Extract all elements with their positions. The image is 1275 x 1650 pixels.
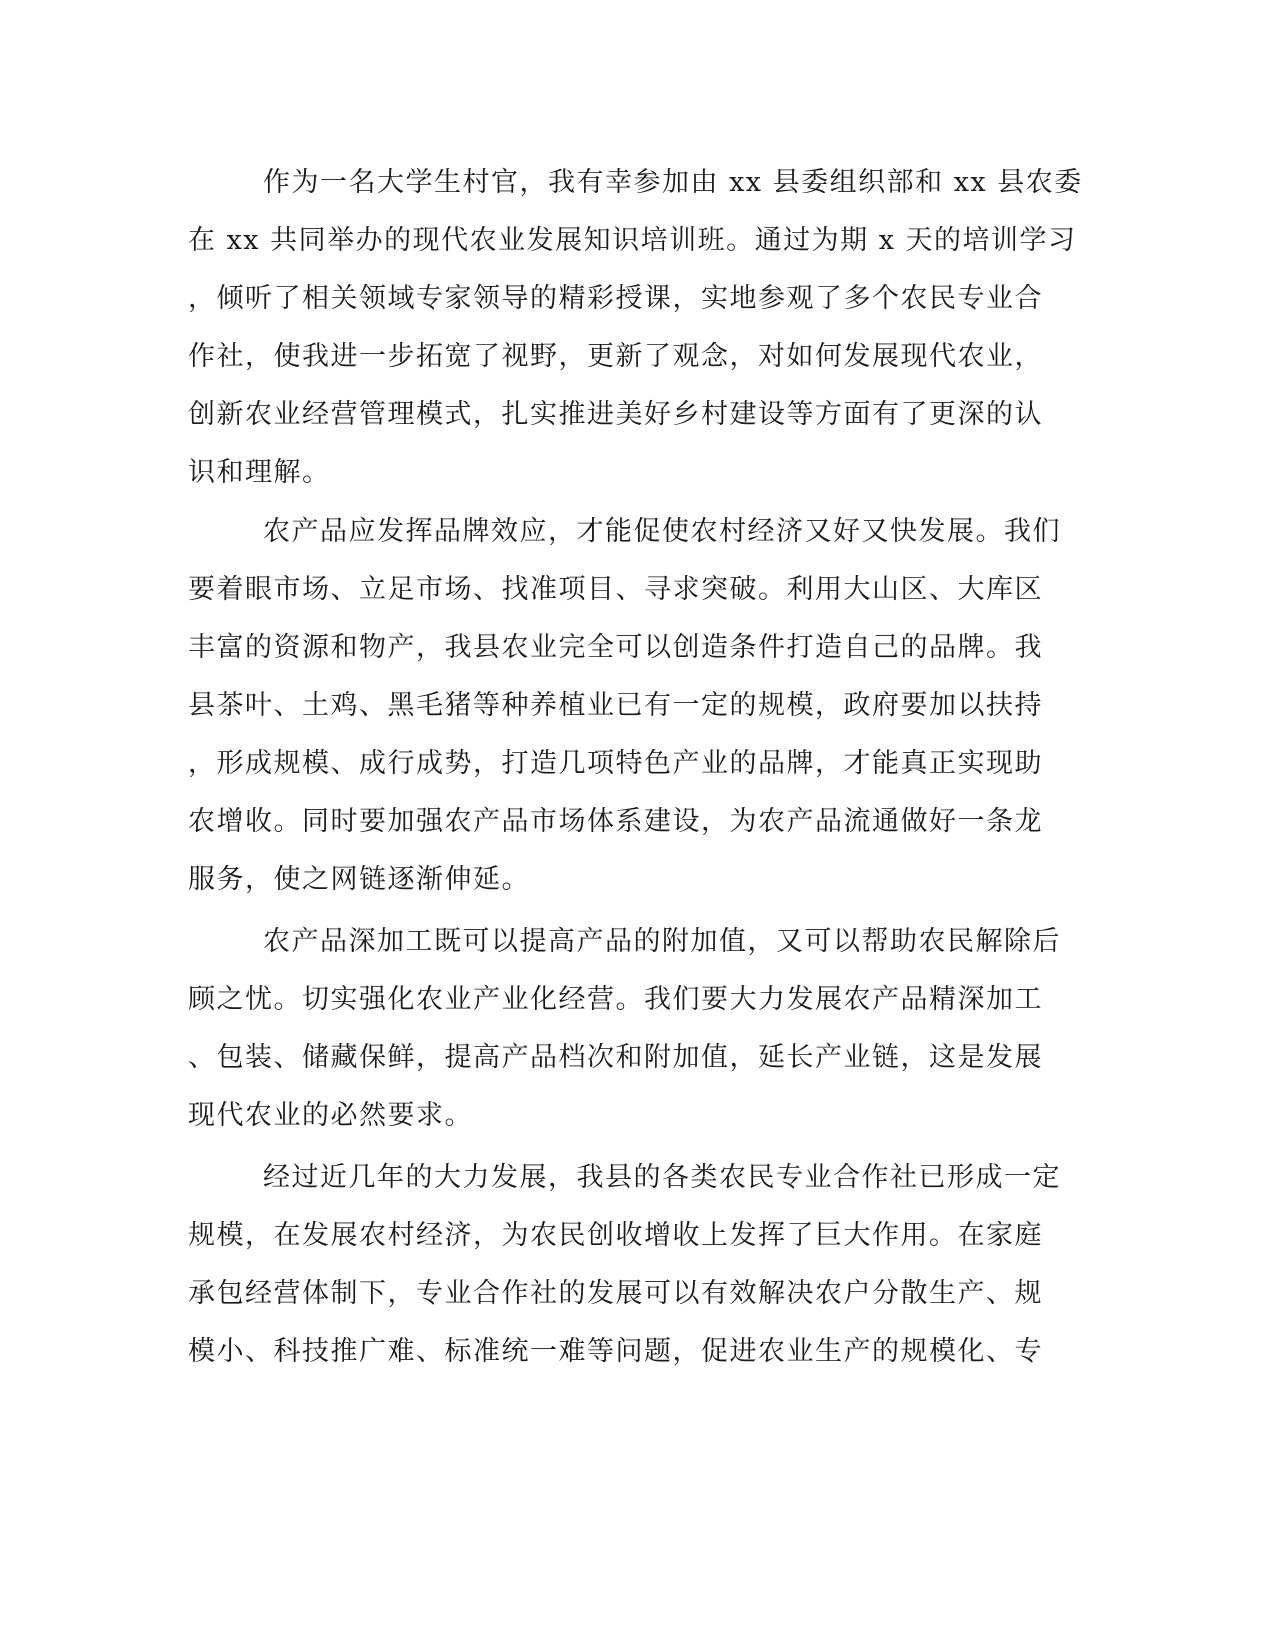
paragraph-3-line-1: 农产品深加工既可以提高产品的附加值，又可以帮助农民解除后 (263, 926, 1061, 957)
paragraph-2-line-1: 农产品应发挥品牌效应，才能促使农村经济又好又快发展。我们 (263, 516, 1061, 547)
paragraph-2-line-7: 服务，使之网链逐渐伸延。 (188, 864, 530, 895)
paragraph-4-line-1: 经过近几年的大力发展，我县的各类农民专业合作社已形成一定 (263, 1162, 1061, 1193)
paragraph-2-line-6: 农增收。同时要加强农产品市场体系建设，为农产品流通做好一条龙 (188, 806, 1043, 837)
paragraph-1-line-1: 作为一名大学生村官，我有幸参加由 xx 县委组织部和 xx 县农委 (263, 167, 1083, 198)
paragraph-1-line-2: 在 xx 共同举办的现代农业发展知识培训班。通过为期 x 天的培训学习 (188, 225, 1077, 256)
paragraph-2-line-2: 要着眼市场、立足市场、找准项目、寻求突破。利用大山区、大库区 (188, 574, 1043, 605)
paragraph-4-line-2: 规模，在发展农村经济，为农民创收增收上发挥了巨大作用。在家庭 (188, 1220, 1043, 1251)
paragraph-1-line-5: 创新农业经营管理模式，扎实推进美好乡村建设等方面有了更深的认 (188, 399, 1043, 430)
paragraph-3-line-3: 、包装、储藏保鲜，提高产品档次和附加值，延长产业链，这是发展 (188, 1042, 1043, 1073)
paragraph-3-line-2: 顾之忧。切实强化农业产业化经营。我们要大力发展农产品精深加工 (188, 984, 1043, 1015)
paragraph-1-line-3: ，倾听了相关领域专家领导的精彩授课，实地参观了多个农民专业合 (188, 283, 1043, 314)
paragraph-2-line-4: 县茶叶、土鸡、黑毛猪等种养植业已有一定的规模，政府要加以扶持 (188, 690, 1043, 721)
paragraph-2-line-5: ，形成规模、成行成势，打造几项特色产业的品牌，才能真正实现助 (188, 748, 1043, 779)
paragraph-4-line-3: 承包经营体制下，专业合作社的发展可以有效解决农户分散生产、规 (188, 1278, 1043, 1309)
paragraph-3-line-4: 现代农业的必然要求。 (188, 1100, 473, 1131)
paragraph-1-line-4: 作社，使我进一步拓宽了视野，更新了观念，对如何发展现代农业， (188, 341, 1043, 372)
paragraph-4-line-4: 模小、科技推广难、标准统一难等问题，促进农业生产的规模化、专 (188, 1336, 1043, 1367)
paragraph-2-line-3: 丰富的资源和物产，我县农业完全可以创造条件打造自己的品牌。我 (188, 632, 1043, 663)
paragraph-1-line-6: 识和理解。 (188, 457, 331, 488)
